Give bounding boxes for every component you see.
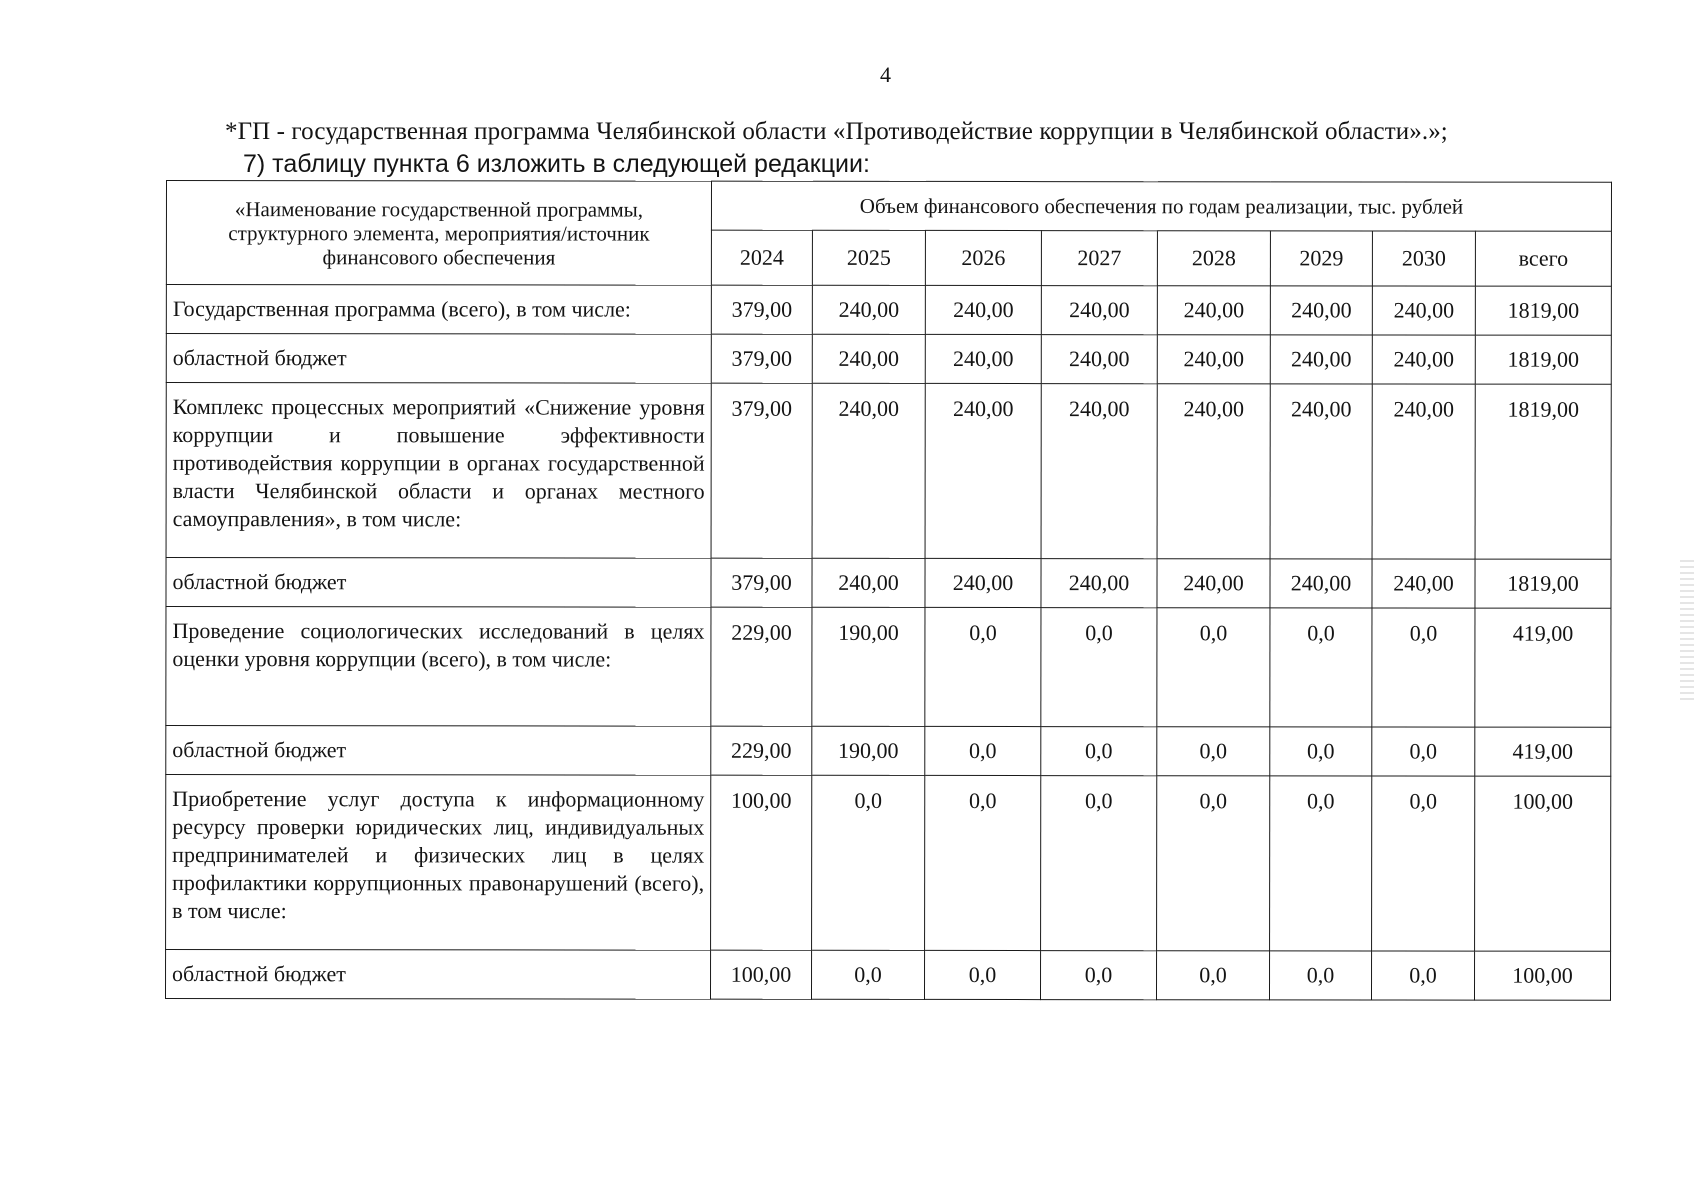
- row-value-total: 1819,00: [1475, 286, 1611, 335]
- row-name: Государственная программа (всего), в том числе:: [166, 285, 711, 335]
- row-value-2027: 240,00: [1041, 384, 1157, 559]
- row-value-2028: 0,0: [1157, 727, 1270, 776]
- row-value-total: 419,00: [1475, 608, 1611, 727]
- page-number: 4: [880, 62, 891, 87]
- row-value-total: 100,00: [1475, 776, 1611, 951]
- row-value-2028: 240,00: [1157, 384, 1270, 559]
- row-value-2027: 0,0: [1041, 776, 1157, 951]
- row-value-2030: 0,0: [1372, 608, 1475, 727]
- row-value-2027: 240,00: [1041, 286, 1157, 335]
- table-row: [166, 775, 1611, 952]
- row-value-2026: 0,0: [925, 726, 1041, 775]
- scan-artifact: [1680, 560, 1694, 700]
- row-value-2027: 0,0: [1040, 951, 1156, 1000]
- row-value-2025: 240,00: [812, 383, 925, 558]
- table-row: [166, 607, 1611, 728]
- row-value-2024: 229,00: [711, 607, 812, 726]
- row-value-2028: 0,0: [1157, 776, 1270, 951]
- header-name-cell: «Наименование государственной программы, структурного элемента, мероприятия/источник финансового обеспечения: [166, 181, 711, 286]
- header-year-2027: 2027: [1041, 231, 1157, 286]
- header-volume-cell: Объем финансового обеспечения по годам реализации, тыс. рублей: [711, 181, 1611, 231]
- row-value-2029: 0,0: [1270, 727, 1372, 776]
- row-value-2024: 229,00: [711, 726, 812, 775]
- header-year-2025: 2025: [812, 230, 925, 285]
- table-row: [166, 383, 1611, 560]
- row-value-total: 1819,00: [1475, 384, 1611, 559]
- row-value-2026: 240,00: [925, 558, 1041, 607]
- row-value-2025: 240,00: [812, 558, 925, 607]
- row-value-2024: 379,00: [711, 285, 812, 334]
- row-value-2029: 240,00: [1270, 335, 1372, 384]
- financing-table: [165, 180, 1612, 1001]
- row-value-2029: 240,00: [1270, 286, 1372, 335]
- row-value-2026: 0,0: [924, 950, 1040, 999]
- row-name: Проведение социологических исследований в целях оценки уровня коррупции (всего), в том числе:: [166, 607, 711, 727]
- row-value-2030: 240,00: [1372, 286, 1475, 335]
- row-value-2030: 240,00: [1372, 335, 1475, 384]
- row-name: Комплекс процессных мероприятий «Снижение уровня коррупции и повышение эффективности противодействия коррупции в органах государственной власти Челябинской области и органах местного самоуправления», в том числе:: [166, 383, 711, 559]
- row-name: областной бюджет: [166, 334, 711, 384]
- row-value-2028: 240,00: [1157, 286, 1270, 335]
- row-value-total: 100,00: [1474, 951, 1610, 1000]
- table-row: [166, 950, 1611, 1001]
- row-value-total: 1819,00: [1475, 335, 1611, 384]
- row-value-2029: 0,0: [1270, 776, 1372, 951]
- table-row: [166, 334, 1611, 385]
- row-value-2028: 240,00: [1157, 335, 1270, 384]
- row-value-2024: 379,00: [711, 558, 812, 607]
- row-value-2028: 240,00: [1157, 559, 1270, 608]
- row-value-2024: 100,00: [711, 775, 812, 950]
- row-value-2026: 0,0: [925, 607, 1041, 726]
- instruction-text: 7) таблицу пункта 6 изложить в следующей редакции:: [243, 150, 870, 178]
- row-value-2024: 379,00: [711, 383, 812, 558]
- footnote-text: *ГП - государственная программа Челябинской области «Противодействие коррупции в Челябинской области».»;: [225, 118, 1448, 145]
- row-value-2025: 0,0: [812, 775, 925, 950]
- row-value-2030: 0,0: [1371, 951, 1474, 1000]
- row-value-2027: 0,0: [1041, 608, 1157, 727]
- header-year-2030: 2030: [1372, 231, 1475, 286]
- row-value-2025: 0,0: [811, 950, 924, 999]
- row-value-2026: 240,00: [925, 383, 1041, 558]
- table-row: [166, 285, 1611, 336]
- row-value-2030: 240,00: [1372, 559, 1475, 608]
- row-value-2026: 240,00: [925, 285, 1041, 334]
- row-value-2029: 240,00: [1270, 384, 1372, 559]
- row-value-2027: 240,00: [1041, 559, 1157, 608]
- row-value-2028: 0,0: [1157, 608, 1270, 727]
- row-value-2025: 240,00: [812, 285, 925, 334]
- row-value-2029: 240,00: [1270, 559, 1372, 608]
- table-row: [166, 726, 1611, 777]
- row-value-2027: 240,00: [1041, 335, 1157, 384]
- row-value-2029: 0,0: [1269, 951, 1371, 1000]
- row-value-2025: 190,00: [812, 726, 925, 775]
- header-year-2029: 2029: [1270, 231, 1372, 286]
- row-value-total: 1819,00: [1475, 559, 1611, 608]
- row-value-2026: 240,00: [925, 334, 1041, 383]
- row-value-total: 419,00: [1475, 727, 1611, 776]
- row-name: областной бюджет: [166, 726, 711, 776]
- header-year-2026: 2026: [925, 230, 1041, 285]
- row-value-2028: 0,0: [1156, 951, 1269, 1000]
- row-value-2026: 0,0: [925, 775, 1041, 950]
- header-year-2028: 2028: [1157, 231, 1270, 286]
- row-value-2030: 0,0: [1372, 776, 1475, 951]
- row-name: Приобретение услуг доступа к информационному ресурсу проверки юридических лиц, индивидуальных предпринимателей и физических лиц в целях профилактики коррупционных правонарушений (всего), в том числе:: [166, 775, 711, 951]
- row-value-2029: 0,0: [1270, 608, 1372, 727]
- row-name: областной бюджет: [166, 558, 711, 608]
- header-total: всего: [1475, 231, 1611, 286]
- row-value-2024: 379,00: [711, 334, 812, 383]
- row-value-2027: 0,0: [1041, 727, 1157, 776]
- row-value-2024: 100,00: [710, 950, 811, 999]
- row-value-2030: 0,0: [1372, 727, 1475, 776]
- header-year-2024: 2024: [711, 230, 812, 285]
- row-name: областной бюджет: [166, 950, 711, 1000]
- row-value-2025: 190,00: [812, 607, 925, 726]
- row-value-2030: 240,00: [1372, 384, 1475, 559]
- table-row: [166, 558, 1611, 609]
- row-value-2025: 240,00: [812, 334, 925, 383]
